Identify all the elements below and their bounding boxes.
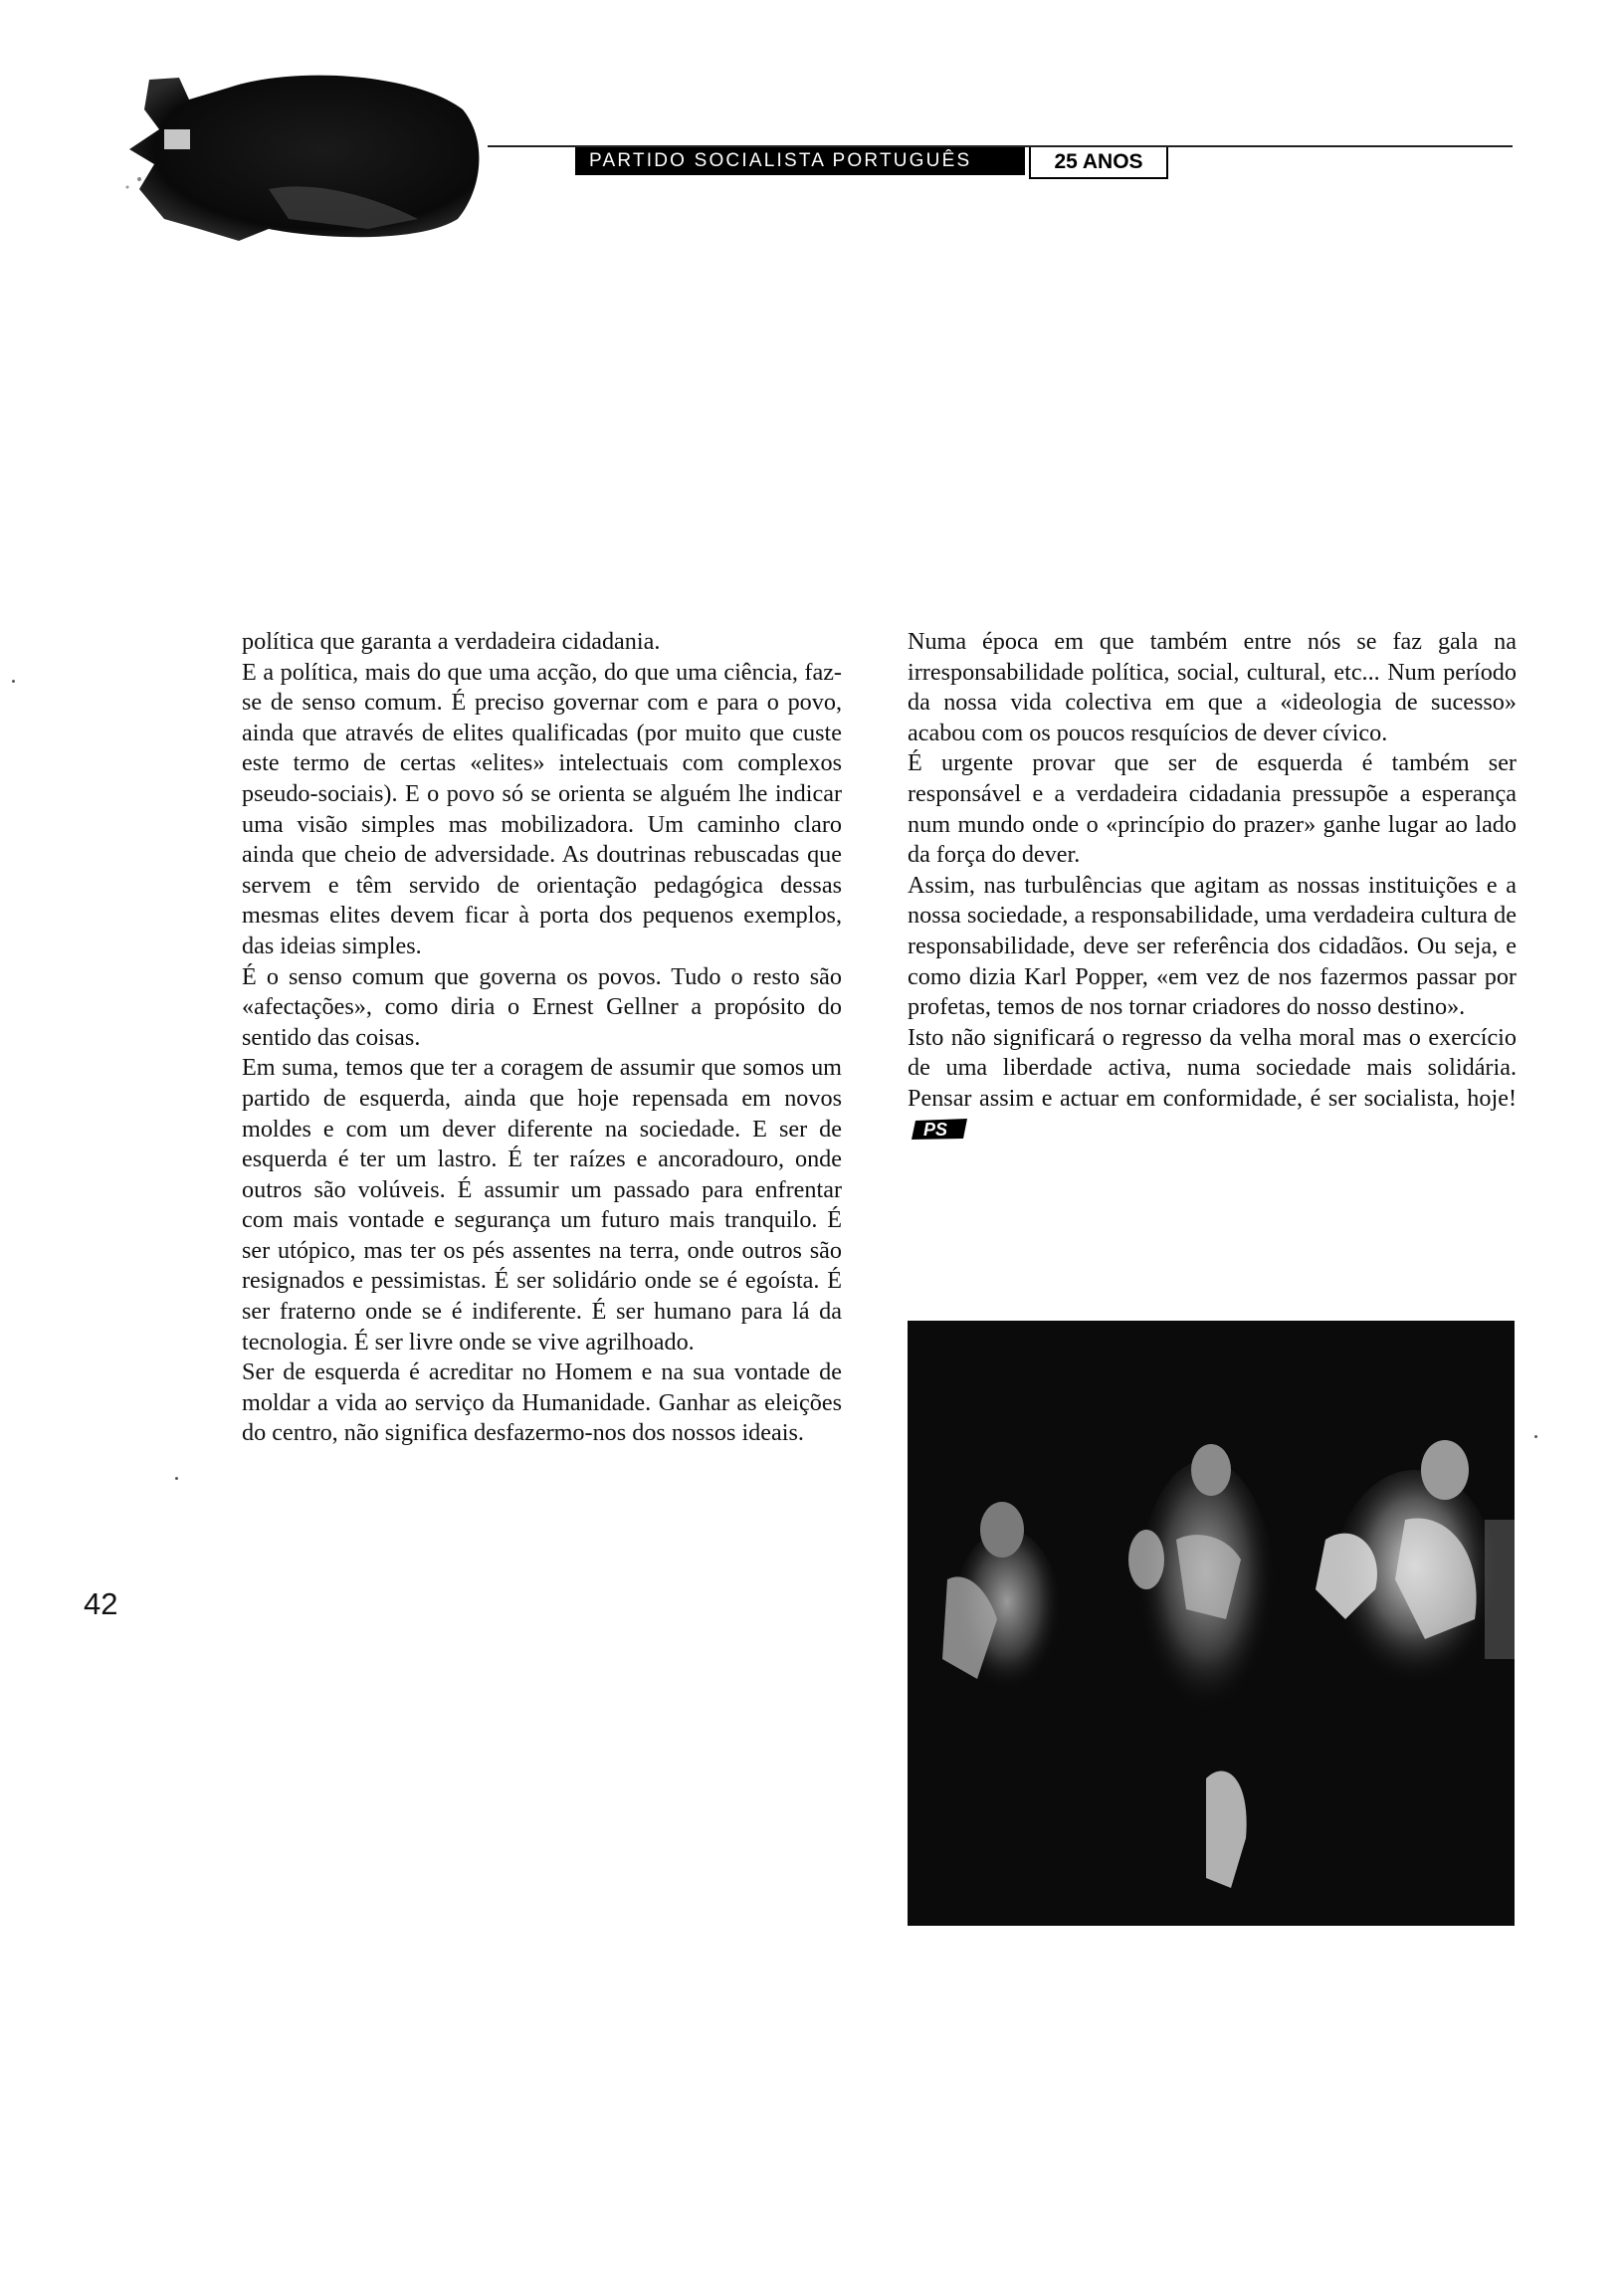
ink-blob-graphic [119, 70, 488, 244]
ps-logo-text: PS [923, 1119, 948, 1140]
paragraph: Numa época em que também entre nós se faz gala na irresponsabilidade política, social, cultural, etc... Num período da nossa vida colectiva em que a «ideologia de sucesso» acabou com os poucos resquícios de dever cívico. [908, 628, 1517, 746]
scan-mark [175, 1477, 178, 1480]
paragraph: É urgente provar que ser de esquerda é também ser responsável e a verdadeira cidadania pressupõe a esperança num mundo onde o «princípio do prazer» ganhe lugar ao lado da força do dever. [908, 749, 1517, 869]
paragraph [908, 1023, 1517, 1145]
header-title: PARTIDO SOCIALISTA PORTUGUÊS [575, 147, 1025, 175]
stage-photo [908, 1321, 1515, 1926]
scan-mark [12, 680, 15, 683]
paragraph: política que garanta a verdadeira cidadania. [242, 628, 661, 655]
header-anniversary-label: 25 ANOS [1029, 147, 1168, 179]
paragraph: Ser de esquerda é acreditar no Homem e na sua vontade de moldar a vida ao serviço da Humanidade. Ganhar as eleições do centro, não significa desfazermo-nos dos nossos ideais. [242, 1358, 842, 1447]
paragraph: E a política, mais do que uma acção, do que uma ciência, faz-se de senso comum. É preciso governar com e para o povo, ainda que através de elites qualificadas (por muito que custe este termo de certas «elites» intelectuais com complexos pseudo-sociais). E o povo só se orienta se alguém lhe indicar uma visão simples mas mobilizadora. Um caminho claro ainda que cheio de adversidade. As doutrinas rebuscadas que servem e têm servido de orientação pedagógica dessas mesmas elites devem ficar à porta dos pequenos exemplos, das ideias simples. [242, 658, 842, 959]
scan-mark [1534, 1435, 1537, 1438]
closing-sentence: Isto não significará o regresso da velha moral mas o exercício de uma liberdade activa, numa sociedade mais solidária. Pensar assim e actuar em conformidade, é ser socialista, hoje! [908, 1023, 1517, 1112]
paragraph: Assim, nas turbulências que agitam as nossas instituições e a nossa sociedade, a responsabilidade, uma verdadeira cultura de responsabilidade, deve ser referência dos cidadãos. Ou seja, e como dizia Karl Popper, «em vez de nos fazermos passar por profetas, temos de nos tornar criadores do nosso destino». [908, 871, 1517, 1021]
right-text-column [908, 627, 1517, 1145]
paragraph: Em suma, temos que ter a coragem de assumir que somos um partido de esquerda, ainda que hoje repensada em novos moldes e com um dever diferente na sociedade. E ser de esquerda é ter um lastro. É ter raízes e ancoradouro, onde outros são volúveis. É assumir um passado para enfrentar com mais vontade e segurança um futuro mais tranquilo. É ser utópico, mas ter os pés assentes na terra, onde outros são resignados e pessimistas. É ser solidário onde se é egoísta. É ser fraterno onde se é indiferente. É ser humano para lá da tecnologia. É ser livre onde se vive agrilhoado. [242, 1054, 842, 1355]
page-number: 42 [84, 1586, 118, 1621]
left-text-column [242, 627, 842, 1449]
ps-logo-icon [912, 1117, 969, 1141]
paragraph: É o senso comum que governa os povos. Tudo o resto são «afectações», como diria o Ernest Gellner a propósito do sentido das coisas. [242, 962, 842, 1051]
